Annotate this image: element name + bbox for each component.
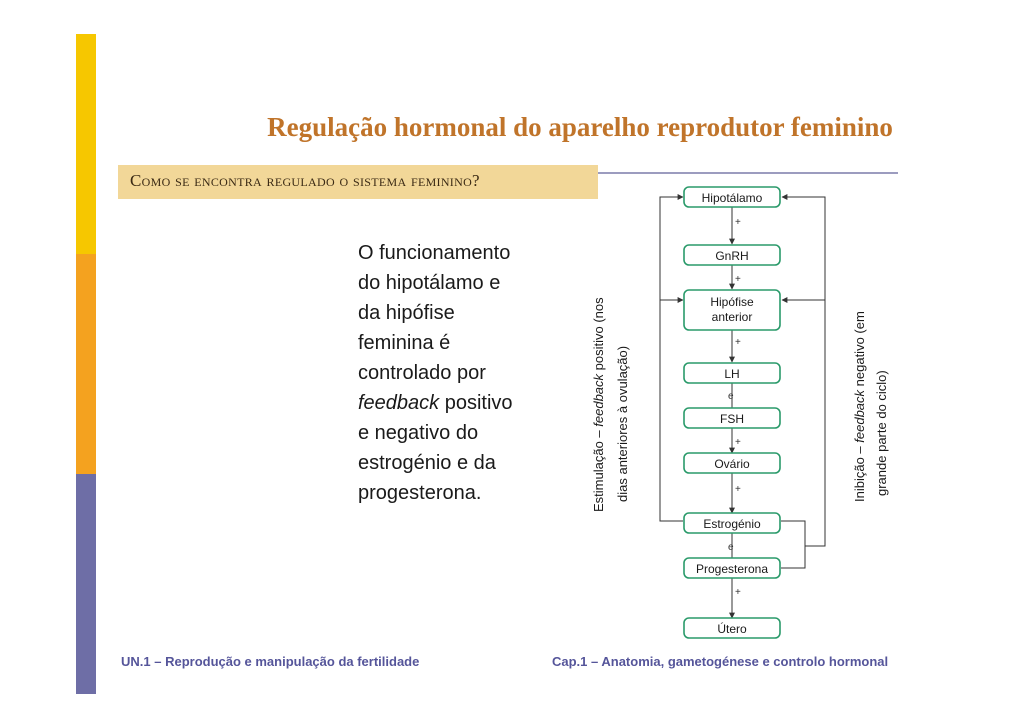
node-gnrh: GnRH [715,249,749,263]
body-line-6 [358,388,588,418]
node-ovario: Ovário [714,457,750,471]
node-progesterona: Progesterona [695,562,769,576]
node-hipofise-line2: anterior [711,310,753,324]
sign-and-2: e [728,542,734,553]
node-hipotalamo: Hipotálamo [701,191,763,205]
sign-plus-2: + [735,274,741,285]
body-line-9: progesterona. [358,482,482,504]
sign-plus-4: + [735,437,741,448]
body-line-5: controlado por [358,362,486,384]
accent-bar-purple [76,474,96,694]
body-line-4: feminina é [358,332,451,354]
sign-and-1: e [728,391,734,402]
slide-title: Regulação hormonal do aparelho reprodutor feminino [267,112,893,142]
body-line-7: e negativo do [358,422,479,444]
right-feedback-label-line2: grande parte do ciclo) [874,370,889,496]
body-line-2: do hipotálamo e [358,272,501,294]
right-feedback-label-line1: Inibição – feedback negativo (em [852,311,867,502]
body-italic-feedback: feedback [358,392,440,414]
footer-unit: UN.1 – Reprodução e manipulação da fertilidade [121,654,420,669]
body-line-1: O funcionamento [358,242,511,264]
node-lh: LH [724,367,740,381]
sign-plus-1: + [735,217,741,228]
sign-plus-6: + [735,587,741,598]
left-feedback-label-line2: dias anteriores à ovulação) [615,345,630,502]
body-line-8: estrogénio e da [358,452,496,474]
sign-plus-3: + [735,337,741,348]
node-utero: Útero [717,622,747,636]
node-fsh: FSH [720,412,744,426]
accent-bar-yellow [76,34,96,254]
node-estrogenio: Estrogénio [703,517,761,531]
sign-plus-5: + [735,484,741,495]
body-line-3: da hipófise [358,302,455,324]
footer-chapter: Cap.1 – Anatomia, gametogénese e controlo hormonal [552,654,889,669]
accent-bar-orange [76,254,96,474]
left-feedback-label-line1: Estimulação – feedback positivo (nos [591,297,606,512]
hormone-flow-diagram [580,180,910,650]
body-text [358,238,588,508]
body-after-italic: positivo [439,392,513,414]
slide-subtitle: Como se encontra regulado o sistema feminino? [130,171,480,190]
node-hipofise-line1: Hipófise [710,295,754,309]
